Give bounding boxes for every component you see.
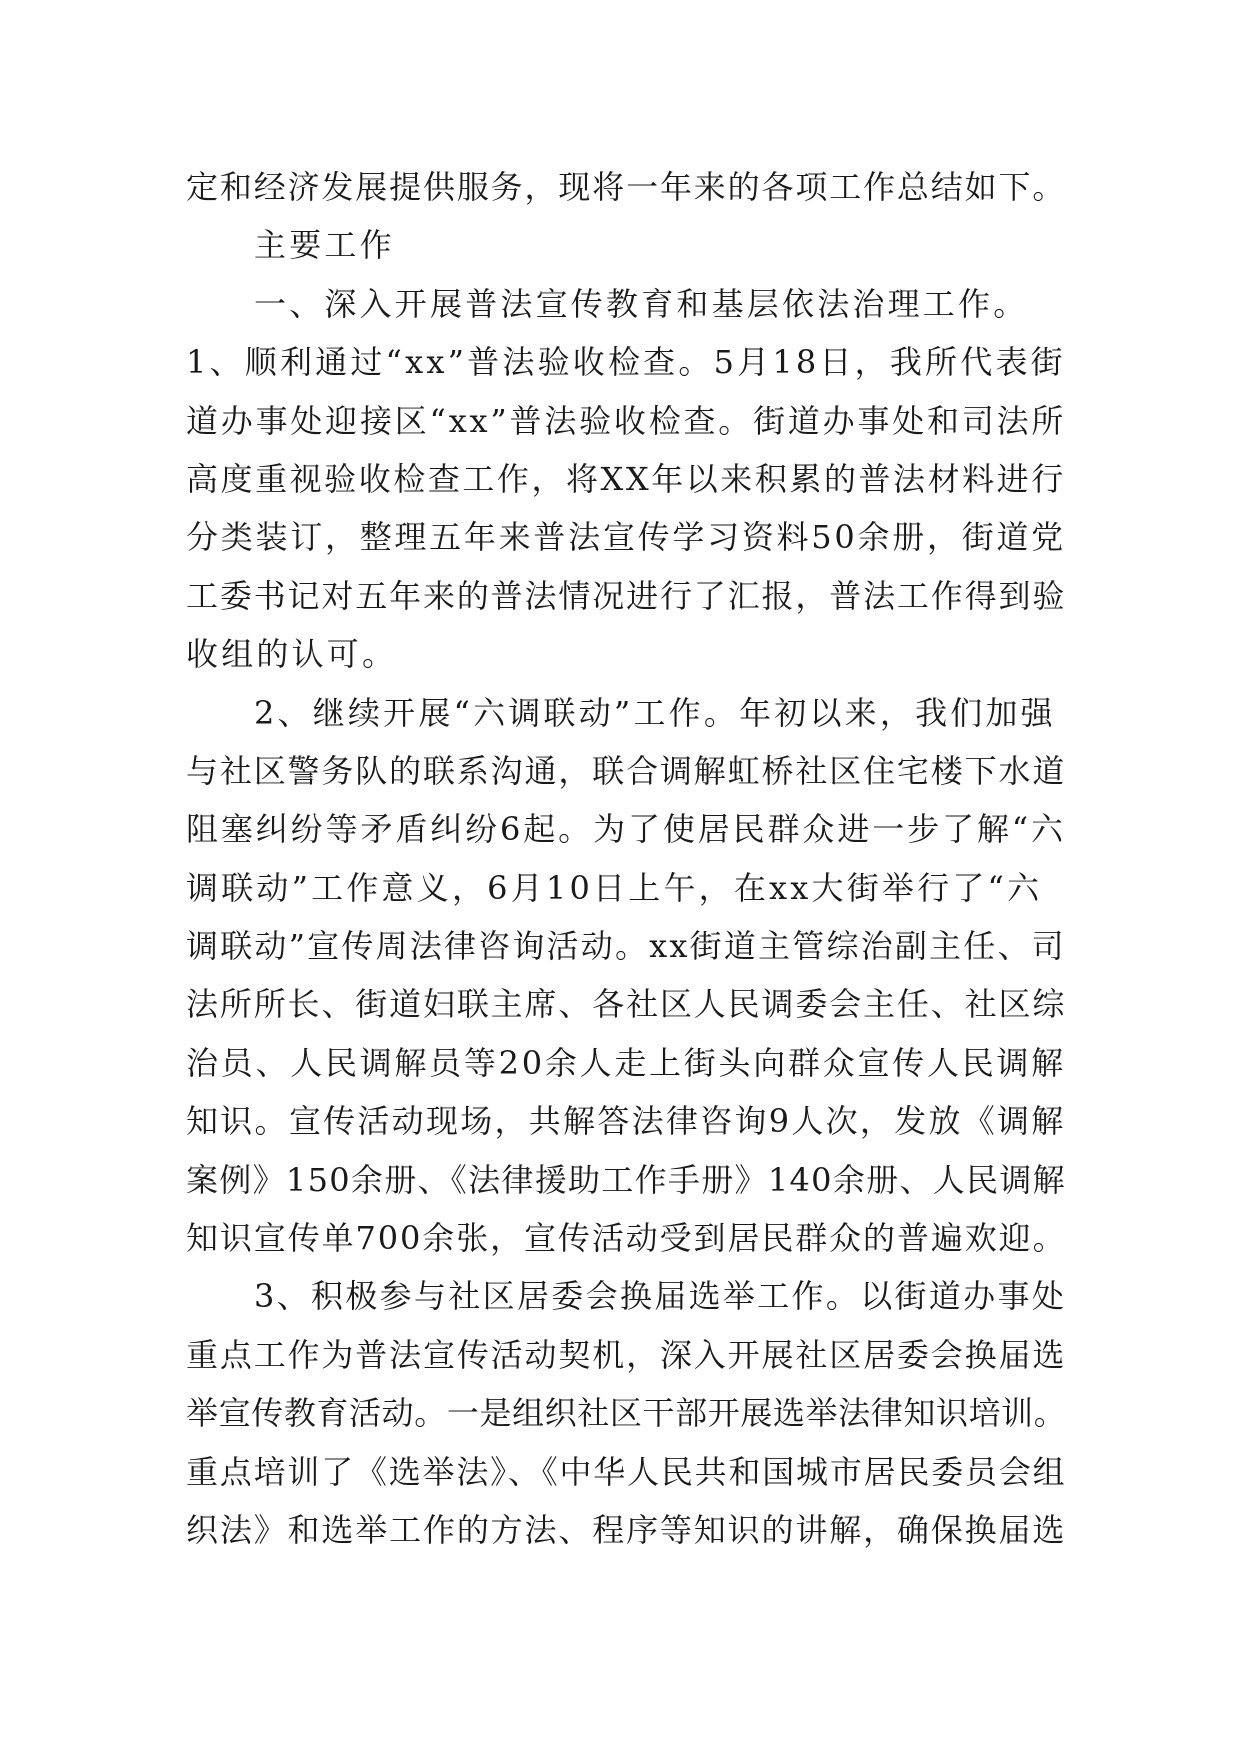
- text-line: 分类装订，整理五年来普法宣传学习资料50余册，街道党: [186, 518, 1066, 557]
- text-line: 织法》和选举工作的方法、程序等知识的讲解，确保换届选: [186, 1510, 1067, 1549]
- text-line: 知识宣传单700余张，宣传活动受到居民群众的普遍欢迎。: [186, 1219, 1067, 1258]
- text-line: 3、积极参与社区居委会换届选举工作。以街道办事处: [254, 1277, 1067, 1316]
- text-line: 重点工作为普法宣传活动契机，深入开展社区居委会换届选: [186, 1335, 1067, 1374]
- text-line: 重点培训了《选举法》、《中华人民共和国城市居民委员会组: [186, 1452, 1067, 1491]
- text-line: 收组的认可。: [186, 635, 398, 674]
- text-line: 法所所长、街道妇联主席、各社区人民调委会主任、社区综: [186, 985, 1067, 1024]
- text-line: 定和经济发展提供服务，现将一年来的各项工作总结如下。: [186, 168, 1067, 206]
- text-line: 调联动”工作意义，6月10日上午，在xx大街举行了“六: [186, 868, 1043, 907]
- text-line: 高度重视验收检查工作，将XX年以来积累的普法材料进行: [186, 459, 1066, 498]
- text-line: 道办事处迎接区“xx”普法验收检查。街道办事处和司法所: [186, 401, 1067, 440]
- text-line: 工委书记对五年来的普法情况进行了汇报，普法工作得到验: [186, 576, 1067, 615]
- text-line: 2、继续开展“六调联动”工作。年初以来，我们加强: [254, 693, 1056, 732]
- text-line: 与社区警务队的联系沟通，联合调解虹桥社区住宅楼下水道: [186, 751, 1067, 790]
- text-line: 举宣传教育活动。一是组织社区干部开展选举法律知识培训。: [186, 1394, 1067, 1433]
- text-line: 调联动”宣传周法律咨询活动。xx街道主管综治副主任、司: [186, 927, 1066, 966]
- text-line: 治员、人民调解员等20余人走上街头向群众宣传人民调解: [186, 1043, 1066, 1082]
- text-line: 知识。宣传活动现场，共解答法律咨询9人次，发放《调解: [186, 1102, 1066, 1141]
- text-line: 主要工作: [254, 226, 395, 265]
- text-line: 1、顺利通过“xx”普法验收检查。5月18日，我所代表街: [186, 343, 1066, 382]
- text-line: 阻塞纠纷等矛盾纠纷6起。为了使居民群众进一步了解“六: [186, 810, 1066, 849]
- text-line: 一、深入开展普法宣传教育和基层依法治理工作。: [254, 284, 1029, 323]
- document-body: [186, 158, 1066, 1559]
- text-line: 案例》150余册、《法律援助工作手册》140余册、人民调解: [186, 1160, 1066, 1199]
